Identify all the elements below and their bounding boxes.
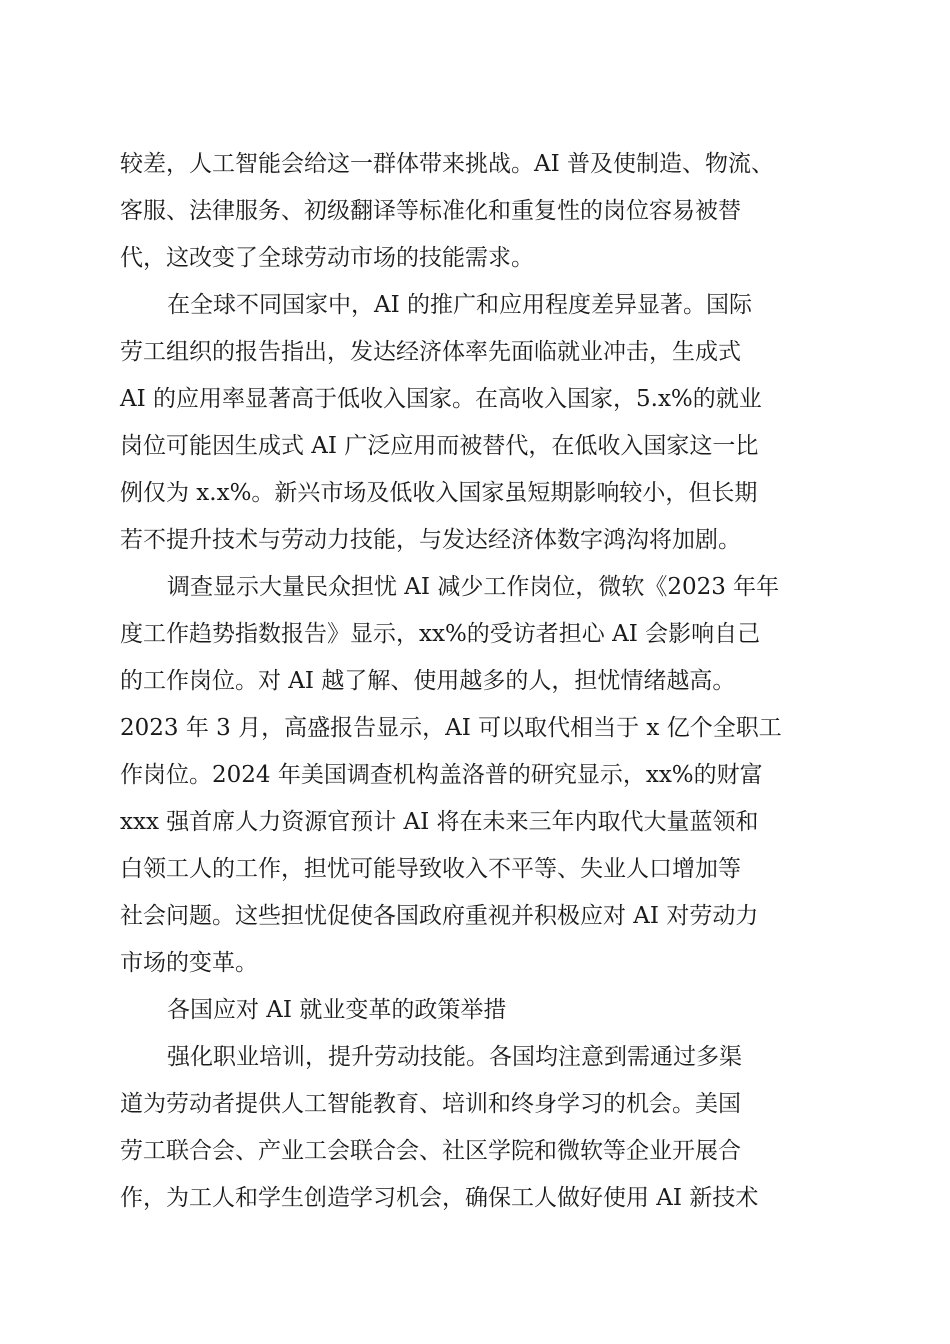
text-line: 社会问题。这些担忧促使各国政府重视并积极应对 AI 对劳动力 — [120, 903, 759, 929]
text-line: 岗位可能因生成式 AI 广泛应用而被替代，在低收入国家这一比 — [120, 433, 759, 459]
paragraph-start-line: 调查显示大量民众担忧 AI 减少工作岗位，微软《2023 年年 — [167, 574, 780, 600]
text-line: 市场的变革。 — [120, 950, 258, 976]
text-line: 代，这改变了全球劳动市场的技能需求。 — [120, 245, 534, 271]
section-heading: 各国应对 AI 就业变革的政策举措 — [167, 997, 507, 1023]
text-line: 白领工人的工作，担忧可能导致收入不平等、失业人口增加等 — [120, 856, 741, 882]
text-line: 道为劳动者提供人工智能教育、培训和终身学习的机会。美国 — [120, 1091, 741, 1117]
text-line: AI 的应用率显著高于低收入国家。在高收入国家，5.x%的就业 — [120, 386, 762, 412]
text-line: 较差，人工智能会给这一群体带来挑战。AI 普及使制造、物流、 — [120, 151, 775, 177]
text-line: 例仅为 x.x%。新兴市场及低收入国家虽短期影响较小，但长期 — [120, 480, 758, 506]
text-line: 2023 年 3 月，高盛报告显示，AI 可以取代相当于 x 亿个全职工 — [120, 715, 782, 741]
text-line: 劳工组织的报告指出，发达经济体率先面临就业冲击，生成式 — [120, 339, 741, 365]
text-line: 作，为工人和学生创造学习机会，确保工人做好使用 AI 新技术 — [120, 1185, 759, 1211]
paragraph-start-line: 强化职业培训，提升劳动技能。各国均注意到需通过多渠 — [167, 1044, 742, 1070]
text-line: 度工作趋势指数报告》显示，xx%的受访者担心 AI 会影响自己 — [120, 621, 761, 647]
text-line: xxx 强首席人力资源官预计 AI 将在未来三年内取代大量蓝领和 — [120, 809, 759, 835]
paragraph-start-line: 在全球不同国家中，AI 的推广和应用程度差异显著。国际 — [167, 292, 753, 318]
text-line: 的工作岗位。对 AI 越了解、使用越多的人，担忧情绪越高。 — [120, 668, 736, 694]
text-line: 客服、法律服务、初级翻译等标准化和重复性的岗位容易被替 — [120, 198, 741, 224]
text-line: 若不提升技术与劳动力技能，与发达经济体数字鸿沟将加剧。 — [120, 527, 741, 553]
text-line: 作岗位。2024 年美国调查机构盖洛普的研究显示，xx%的财富 — [120, 762, 763, 788]
text-line: 劳工联合会、产业工会联合会、社区学院和微软等企业开展合 — [120, 1138, 741, 1164]
